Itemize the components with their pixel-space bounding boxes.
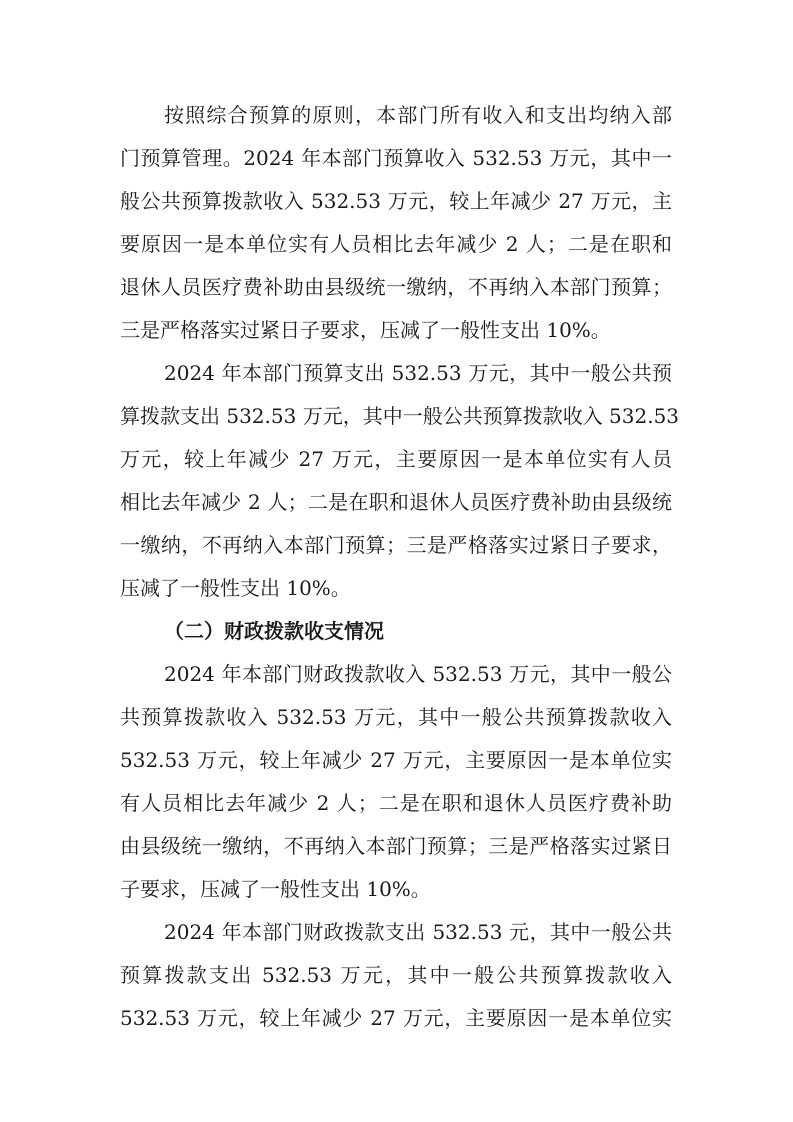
paragraph4-line-3: 532.53 万元，较上年减少 27 万元，主要原因一是本单位实 xyxy=(120,1006,672,1030)
paragraph2-line-2: 算拨款支出 532.53 万元，其中一般公共预算拨款收入 532.53 xyxy=(120,404,680,428)
paragraph3-line-2: 共预算拨款收入 532.53 万元，其中一般公共预算拨款收入 xyxy=(120,705,672,729)
paragraph3-line-6: 子要求，压减了一般性支出 10%。 xyxy=(120,877,431,901)
paragraph3-line-1: 2024 年本部门财政拨款收入 532.53 万元，其中一般公 xyxy=(164,662,672,686)
paragraph1-line-2: 门预算管理。2024 年本部门预算收入 532.53 万元，其中一 xyxy=(120,146,672,170)
paragraph2-line-1: 2024 年本部门预算支出 532.53 万元，其中一般公共预 xyxy=(164,361,672,385)
paragraph3-line-3: 532.53 万元，较上年减少 27 万元，主要原因一是本单位实 xyxy=(120,748,672,772)
paragraph1-line-3: 般公共预算拨款收入 532.53 万元，较上年减少 27 万元，主 xyxy=(120,189,672,213)
paragraph1-line-6: 三是严格落实过紧日子要求，压减了一般性支出 10%。 xyxy=(120,318,611,342)
paragraph2-line-6: 压减了一般性支出 10%。 xyxy=(120,576,351,600)
paragraph3-line-4: 有人员相比去年减少 2 人；二是在职和退休人员医疗费补助 xyxy=(120,791,672,815)
paragraph2-line-4: 相比去年减少 2 人；二是在职和退休人员医疗费补助由县级统 xyxy=(120,490,672,514)
paragraph1-line-1: 按照综合预算的原则，本部门所有收入和支出均纳入部 xyxy=(164,103,672,127)
paragraph1-line-5: 退休人员医疗费补助由县级统一缴纳，不再纳入本部门预算； xyxy=(120,275,672,299)
paragraph4-line-1: 2024 年本部门财政拨款支出 532.53 元，其中一般公共 xyxy=(164,920,672,944)
paragraph2-line-5: 一缴纳，不再纳入本部门预算；三是严格落实过紧日子要求， xyxy=(120,533,672,557)
paragraph3-line-5: 由县级统一缴纳，不再纳入本部门预算；三是严格落实过紧日 xyxy=(120,834,672,858)
paragraph4-line-2: 预算拨款支出 532.53 万元，其中一般公共预算拨款收入 xyxy=(120,963,672,987)
paragraph2-line-3: 万元，较上年减少 27 万元，主要原因一是本单位实有人员 xyxy=(120,447,672,471)
paragraph1-line-4: 要原因一是本单位实有人员相比去年减少 2 人；二是在职和 xyxy=(120,232,672,256)
section-heading: （二）财政拨款收支情况 xyxy=(164,619,384,643)
